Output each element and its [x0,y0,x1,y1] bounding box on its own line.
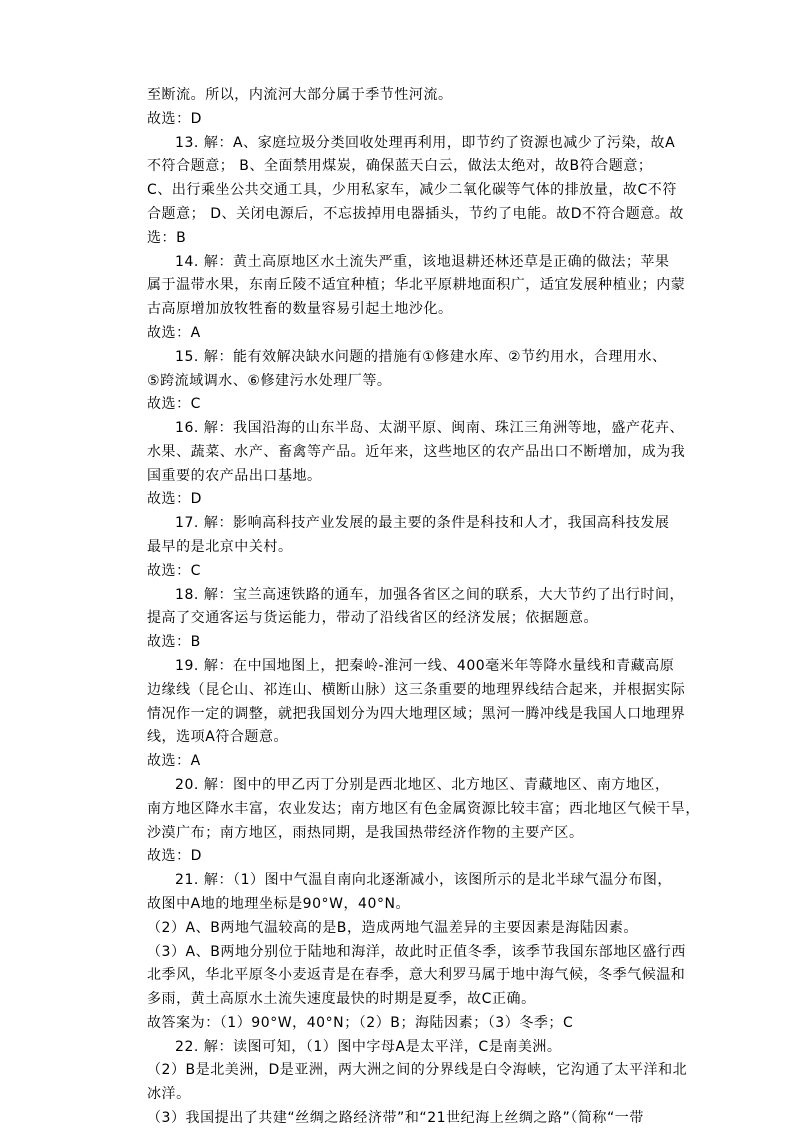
q19-line: 情况作一定的调整，就把我国划分为四大地理区域；黑河一腾冲线是我国人口地理界 [147,705,686,722]
q17-line: 17. 解：影响高科技产业发展的最主要的条件是科技和人才，我国高科技发展 [175,515,670,532]
q21-line: 故图中A地的地理坐标是90°W，40°N。 [147,895,411,912]
q16-line: 国重要的农产品出口基地。 [147,467,322,484]
q21-line: 多雨，黄土高原水土流失速度最快的时期是夏季，故C正确。 [147,991,536,1007]
q22-line: 22. 解：读图可知，（1）图中字母A是太平洋，C是南美洲。 [175,1038,562,1055]
answer-line: 选：B [147,229,187,246]
q16-line: 水果、蔬菜、水产、畜禽等产品。近年来，这些地区的农产品出口不断增加，成为我 [147,443,686,460]
q21-answer-line: 故答案为：（1）90°W，40°N；（2）B；海陆因素；（3）冬季；C [147,1014,574,1031]
q19-line: 边缘线（昆仑山、祁连山、横断山脉）这三条重要的地理界线结合起来，并根据实际 [147,681,686,698]
q21-line: 21. 解：（1）图中气温自南向北逐渐减小，该图所示的是北半球气温分布图， [175,872,672,889]
q14-line: 古高原增加放牧牲畜的数量容易引起土地沙化。 [147,301,453,318]
q14-line: 属于温带水果，东南丘陵不适宜种植；华北平原耕地面积广，适宜发展种植业；内蒙 [147,277,686,294]
text-line: 至断流。所以，内流河大部分属于季节性河流。 [147,87,453,103]
q18-line: 18. 解：宝兰高速铁路的通车，加强各省区之间的联系，大大节约了出行时间， [175,586,685,603]
q15-line: 15. 解：能有效解决缺水问题的措施有①修建水库、②节约用水，合理用水、 [175,348,667,365]
q20-line: 南方地区降水丰富，农业发达；南方地区有色金属资源比较丰富；西北地区气候干旱， [147,800,700,817]
q21-line: （2）A、B两地气温较高的是B，造成两地气温差异的主要因素是海陆因素。 [147,919,638,936]
answer-line: 故选：D [147,110,202,127]
answer-line: 故选：D [147,491,202,508]
q19-line: 19. 解：在中国地图上，把秦岭-淮河一线、400毫米年等降水量线和青藏高原 [175,658,675,674]
q18-line: 提高了交通客运与货运能力，带动了沿线省区的经济发展；依据题意。 [147,610,599,627]
q21-line: （3）A、B两地分别位于陆地和海洋，故此时正值冬季，该季节我国东部地区盛行西 [147,943,686,960]
q13-line: 不符合题意； B、全面禁用煤炭，确保蓝天白云，做法太绝对，故B符合题意； [147,158,653,175]
answer-line: 故选：C [147,396,201,413]
q16-line: 16. 解：我国沿海的山东半岛、太湖平原、闽南、珠江三角洲等地，盛产花卉、 [175,420,685,437]
answer-line: 故选：C [147,562,201,579]
answer-line: 故选：A [147,753,201,770]
q22-line: 冰洋。 [147,1086,191,1103]
q13-line: 13. 解：A、家庭垃圾分类回收处理再利用，即节约了资源也减少了污染，故A [175,134,676,151]
q15-line: ⑤跨流域调水、⑥修建污水处理厂等。 [147,372,392,389]
q13-line: 合题意； D、关闭电源后，不忘拔掉用电器插头，节约了电能。故D不符合题意。故 [147,206,684,222]
q22-line: （2）B是北美洲，D是亚洲，两大洲之间的分界线是白令海峡，它沟通了太平洋和北 [147,1062,688,1079]
answer-line: 故选：A [147,324,201,341]
q13-line: C、出行乘坐公共交通工具，少用私家车，减少二氧化碳等气体的排放量，故C不符 [147,182,677,199]
answer-line: 故选：D [147,848,202,865]
q21-line: 北季风，华北平原冬小麦返青是在春季，意大利罗马属于地中海气候，冬季气候温和 [147,967,686,984]
q17-line: 最早的是北京中关村。 [147,539,293,555]
q19-line: 线，选项A符合题意。 [147,729,289,746]
q20-line: 沙漠广布；南方地区，雨热同期，是我国热带经济作物的主要产区。 [147,824,584,841]
q14-line: 14. 解：黄土高原地区水土流失严重，该地退耕还林还草是正确的做法；苹果 [175,253,670,270]
q22-line: （3）我国提出了共建“丝绸之路经济带”和“21世纪海上丝绸之路”（简称“一带 [147,1110,644,1126]
answer-line: 故选：B [147,634,201,651]
q20-line: 20. 解：图中的甲乙丙丁分别是西北地区、北方地区、青藏地区、南方地区， [175,776,670,793]
